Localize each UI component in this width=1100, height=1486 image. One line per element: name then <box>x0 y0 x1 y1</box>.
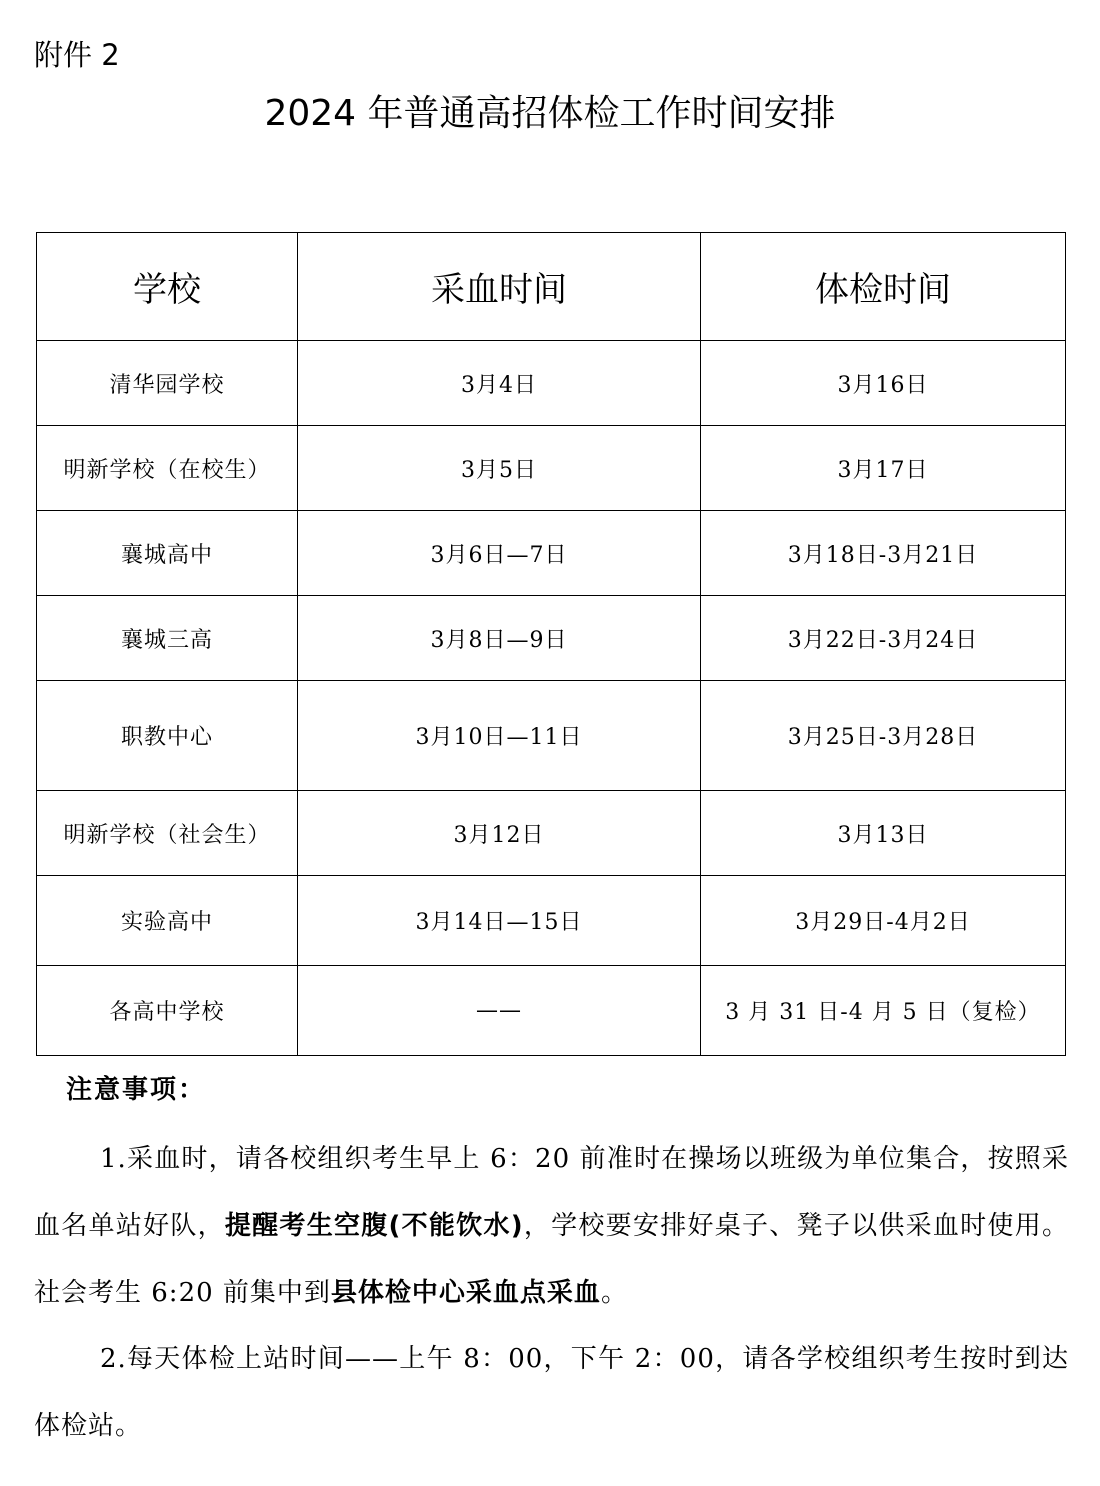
blood-time-cell: 3月14日—15日 <box>298 876 701 966</box>
table-row <box>37 681 1066 791</box>
school-cell: 各高中学校 <box>37 966 298 1056</box>
column-header-school: 学校 <box>37 233 298 341</box>
school-cell: 职教中心 <box>37 681 298 791</box>
blood-time-cell: 3月5日 <box>298 426 701 511</box>
attachment-label: 附件 2 <box>34 38 120 72</box>
blood-time-cell: 3月8日—9日 <box>298 596 701 681</box>
notes-title: 注意事项： <box>66 1075 207 1105</box>
table-row <box>37 966 1066 1056</box>
note-1-emphasis-fasting: 提醒考生空腹(不能饮水) <box>224 1211 524 1241</box>
note-paragraph-2: 2.每天体检上站时间——上午 8：00，下午 2：00，请各学校组织考生按时到达体检站。 <box>34 1344 1069 1441</box>
exam-time-cell: 3月13日 <box>701 791 1066 876</box>
schedule-table <box>36 232 1066 1056</box>
note-1-text-b: ，学校要安排好桌子、凳子以供采血时使用。社会考生 6:20 前集中到 <box>34 1211 1069 1308</box>
table-row <box>37 511 1066 596</box>
exam-time-cell: 3月22日-3月24日 <box>701 596 1066 681</box>
page-title: 2024 年普通高招体检工作时间安排 <box>264 93 836 134</box>
exam-time-cell: 3月17日 <box>701 426 1066 511</box>
blood-time-cell: 3月12日 <box>298 791 701 876</box>
table-row <box>37 426 1066 511</box>
school-cell: 清华园学校 <box>37 341 298 426</box>
note-1-text-a: 1.采血时，请各校组织考生早上 6：20 前准时在操场以班级为单位集合，按照采血名单站好队， <box>34 1144 1069 1241</box>
blood-time-cell: 3月6日—7日 <box>298 511 701 596</box>
school-cell: 襄城高中 <box>37 511 298 596</box>
school-cell: 明新学校（社会生） <box>37 791 298 876</box>
note-1-emphasis-location: 县体检中心采血点采血 <box>330 1278 601 1308</box>
exam-time-cell: 3月18日-3月21日 <box>701 511 1066 596</box>
blood-time-cell: 3月10日—11日 <box>298 681 701 791</box>
blood-time-cell: 3月4日 <box>298 341 701 426</box>
school-cell: 实验高中 <box>37 876 298 966</box>
blood-time-cell: —— <box>298 966 701 1056</box>
note-paragraph-1 <box>34 1126 1069 1327</box>
exam-time-cell: 3月29日-4月2日 <box>701 876 1066 966</box>
table-row <box>37 876 1066 966</box>
table-row <box>37 341 1066 426</box>
school-cell: 襄城三高 <box>37 596 298 681</box>
table-header-row <box>37 233 1066 341</box>
column-header-exam-time: 体检时间 <box>701 233 1066 341</box>
exam-time-cell: 3月25日-3月28日 <box>701 681 1066 791</box>
table-row <box>37 596 1066 681</box>
school-cell: 明新学校（在校生） <box>37 426 298 511</box>
column-header-blood-time: 采血时间 <box>298 233 701 341</box>
table-row <box>37 791 1066 876</box>
exam-time-cell: 3月16日 <box>701 341 1066 426</box>
exam-time-cell: 3 月 31 日-4 月 5 日（复检） <box>701 966 1066 1056</box>
note-1-text-c: 。 <box>600 1278 628 1308</box>
